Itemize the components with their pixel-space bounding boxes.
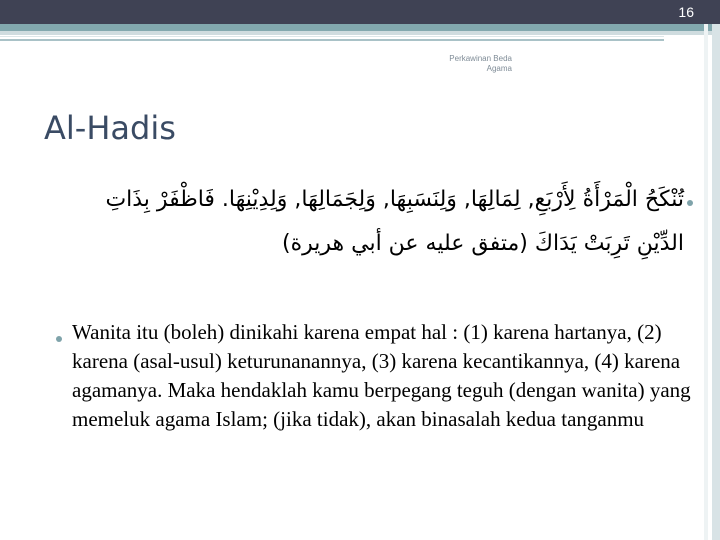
hadith-arabic-text: تُنْكَحُ الْمَرْأَةُ لِأَرْبَعِ, لِمَالِهَا, وَلِنَسَبِهَا, وَلِجَمَالِهَا, وَلِدِيْنِهَا. فَاظْفَرْ بِذَاتِ الدِّيْنِ تَرِبَتْ يَدَاكَ (متفق عليه عن أبي هريرة) <box>105 187 684 256</box>
slide-title: Al-Hadis <box>44 109 176 147</box>
header-rule <box>0 39 664 41</box>
header-stripe-light <box>0 31 720 35</box>
right-edge-strip <box>712 24 720 540</box>
header-stripe <box>0 24 720 31</box>
bullet-dot-icon <box>56 336 62 342</box>
right-edge-strip-inner <box>704 24 708 540</box>
hadith-translation-text: Wanita itu (boleh) dinikahi karena empat hal : (1) karena hartanya, (2) karena (asal-usul) keturunanannya, (3) karena kecantikannya, (4) karena agamanya. Maka hendaklah kamu berpegang teguh (dengan wanita) yang memeluk agama Islam; (jika tidak), akan binasalah kedua tanganmu <box>72 320 691 431</box>
header-rule-thin <box>0 36 664 37</box>
top-bar <box>0 0 720 24</box>
header-note: Perkawinan Beda Agama <box>449 54 512 73</box>
slide-number: 16 <box>678 4 694 20</box>
bullet-dot-icon <box>687 200 693 206</box>
